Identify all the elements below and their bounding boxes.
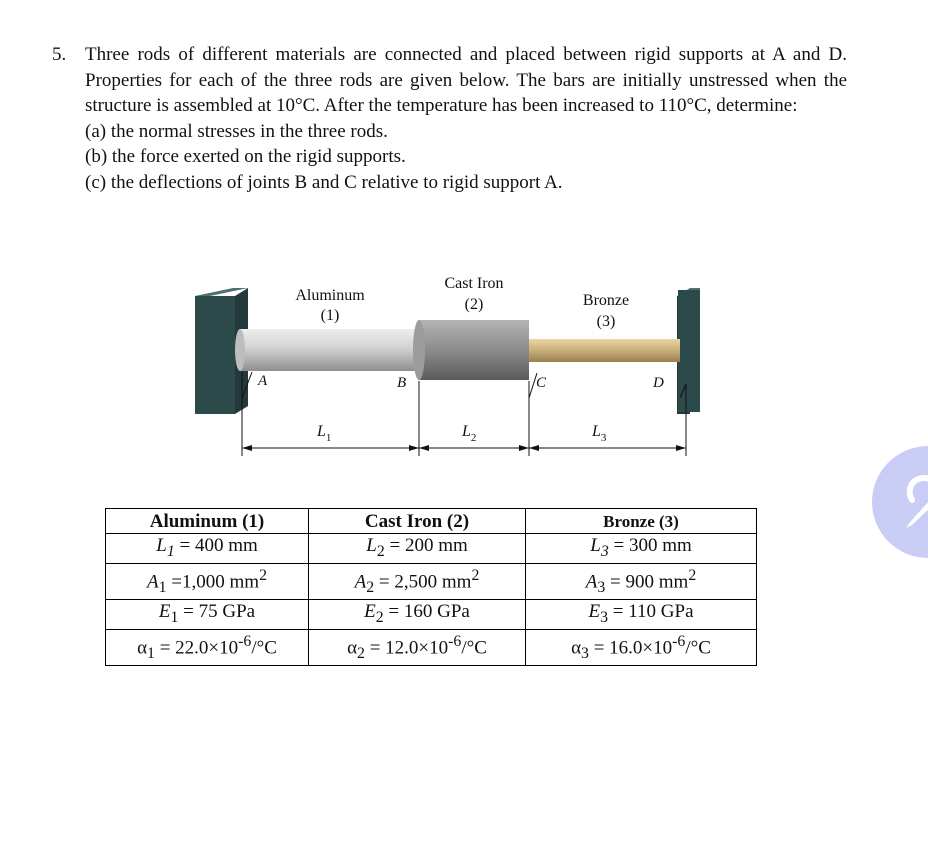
cell-a2: $A_2 = 2,500$ $mm^2$	[309, 563, 526, 599]
cast-iron-rod-end	[413, 320, 425, 380]
part-a: (a) the normal stresses in the three rods.	[85, 120, 388, 142]
cell-alpha1: $\alpha_1 = 22.0\times 10^{-6}/^\circ C$	[106, 629, 309, 665]
label-cast-iron-num: (2)	[464, 296, 484, 313]
properties-table	[105, 508, 757, 666]
label-bronze: Bronze	[582, 292, 630, 309]
cell-l2: $L_2 = 200$ mm	[309, 534, 526, 564]
table-row	[106, 534, 757, 564]
label-point-b: B	[397, 375, 407, 391]
edit-pen-icon	[900, 470, 928, 530]
label-cast-iron: Cast Iron	[444, 275, 504, 292]
arrow-b-right	[419, 445, 429, 451]
label-bronze-num: (3)	[596, 313, 616, 330]
label-aluminum-num: (1)	[320, 307, 340, 324]
cell-l1: $L_1 = 400$ mm	[106, 534, 309, 564]
cell-alpha3: $\alpha_3 = 16.0\times 10^{-6}/^\circ C$	[526, 629, 757, 665]
rod-assembly-figure	[190, 268, 700, 468]
cast-iron-rod	[419, 320, 529, 380]
label-point-a: A	[258, 373, 268, 389]
arrow-a	[242, 445, 252, 451]
arrow-d	[676, 445, 686, 451]
label-point-d: D	[653, 375, 664, 391]
left-support	[195, 296, 235, 414]
cell-l3: $L_3 = 300$ mm	[526, 534, 757, 564]
aluminum-rod	[240, 329, 422, 371]
cell-e3: $E_3 = 110$ GPa	[526, 599, 757, 629]
label-dim-l3: $L_3$	[592, 423, 607, 444]
label-point-c: C	[536, 375, 547, 391]
label-dim-l2: $L_2$	[462, 423, 477, 444]
header-cast-iron: Cast Iron (2)	[309, 509, 526, 534]
aluminum-rod-end	[235, 329, 245, 371]
bronze-rod	[526, 339, 680, 362]
label-dim-l1: $L_1$	[317, 423, 332, 444]
table-row	[106, 563, 757, 599]
arrow-c-left	[519, 445, 529, 451]
rod-assembly-svg	[190, 268, 700, 468]
problem-stem: Three rods of different materials are connected and placed between rigid supports at A and D. Properties for each of the three rods are given below. The bars are initially unstressed when the structure is assembled at 10°C. After the temperature has been increased to 110°C, determine:	[85, 44, 847, 116]
cell-a3: $A_3 = 900$ $mm^2$	[526, 563, 757, 599]
cell-alpha2: $\alpha_2 = 12.0\times 10^{-6}/^\circ C$	[309, 629, 526, 665]
arrow-b-left	[409, 445, 419, 451]
part-b: (b) the force exerted on the rigid supports.	[85, 146, 406, 167]
cell-e2: $E_2 = 160$ GPa	[309, 599, 526, 629]
table-row	[106, 629, 757, 665]
part-c: (c) the deflections of joints B and C relative to rigid support A.	[85, 171, 563, 193]
cell-a1: $A_1 =1,000$ $mm^2$	[106, 563, 309, 599]
header-aluminum: Aluminum (1)	[106, 509, 309, 534]
table-row	[106, 599, 757, 629]
problem-statement	[52, 42, 847, 195]
floating-edit-button[interactable]	[872, 446, 928, 558]
header-bronze: Bronze (3)	[526, 509, 757, 534]
arrow-c-right	[529, 445, 539, 451]
table-header-row	[106, 509, 757, 534]
label-aluminum: Aluminum	[295, 287, 365, 304]
problem-number: 5.	[52, 44, 67, 65]
cell-e1: $E_1 = 75$ GPa	[106, 599, 309, 629]
